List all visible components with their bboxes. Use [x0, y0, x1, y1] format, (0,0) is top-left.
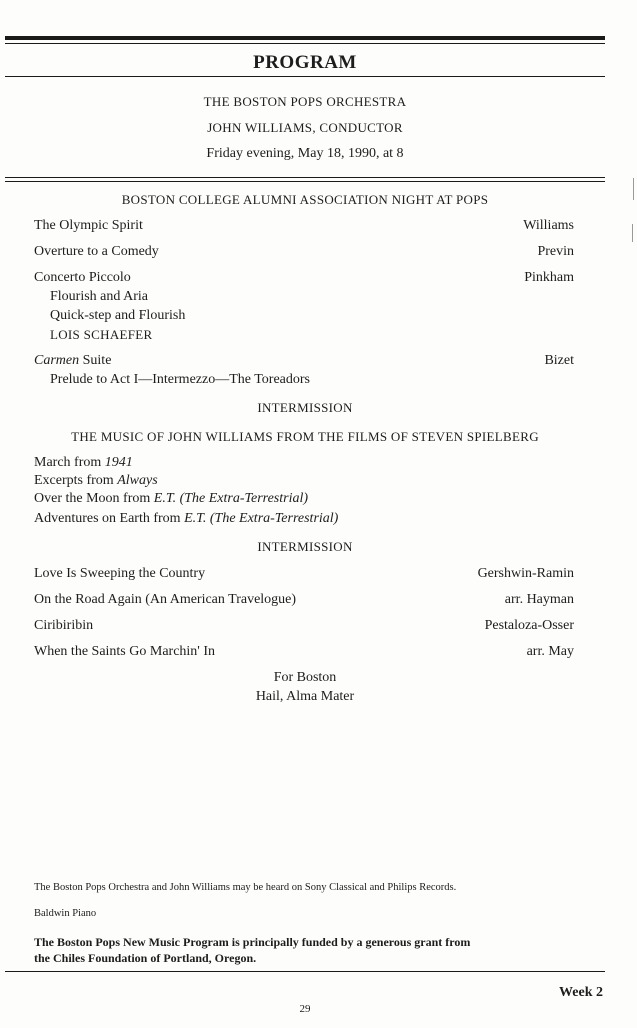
list-item-italic: E.T. (The Extra-Terrestrial) — [184, 511, 339, 526]
list-item-text: March from — [34, 455, 105, 470]
piece-composer: Pestaloza-Osser — [484, 618, 574, 633]
conductor-name: JOHN WILLIAMS, CONDUCTOR — [207, 120, 403, 135]
section-rule-2 — [5, 181, 605, 182]
piece-composer: Gershwin-Ramin — [477, 566, 574, 581]
piece-composer: Bizet — [544, 353, 574, 368]
list-item-italic: Always — [117, 473, 158, 488]
list-item-text: Excerpts from — [34, 473, 118, 488]
orchestra-name: THE BOSTON POPS ORCHESTRA — [203, 94, 407, 109]
section-rule-1 — [5, 177, 605, 178]
piece-title-rest: Suite — [79, 353, 112, 368]
list-item-text: Adventures on Earth from — [34, 511, 185, 526]
piece-title: Ciribiribin — [34, 618, 94, 633]
piece-movement: Flourish and Aria — [50, 289, 148, 304]
list-item-italic: E.T. (The Extra-Terrestrial) — [153, 491, 309, 506]
page-title: PROGRAM — [253, 52, 357, 73]
list-item — [34, 473, 158, 489]
encore-title: For Boston — [273, 670, 337, 685]
piece-composer: arr. May — [526, 644, 574, 659]
list-item-text: Over the Moon from — [34, 491, 154, 506]
intermission-label: INTERMISSION — [257, 400, 353, 415]
piece-movement: Prelude to Act I—Intermezzo—The Toreadors — [50, 372, 311, 387]
piece-composer: Pinkham — [524, 270, 574, 285]
piece-title: Love Is Sweeping the Country — [34, 566, 206, 581]
piece-composer: Previn — [537, 244, 574, 259]
list-item — [34, 491, 308, 507]
top-rule-thin — [5, 43, 605, 44]
piece-title: When the Saints Go Marchin' In — [34, 644, 215, 659]
title-underline — [5, 76, 605, 77]
piece-title: The Olympic Spirit — [34, 218, 143, 233]
piece-title: On the Road Again (An American Travelogue) — [34, 592, 297, 607]
page-number: 29 — [299, 1003, 311, 1015]
intermission-label: INTERMISSION — [257, 539, 353, 554]
encore-title: Hail, Alma Mater — [255, 689, 355, 704]
funding-note-line1: The Boston Pops New Music Program is principally funded by a generous grant from — [34, 935, 471, 949]
footer-rule — [5, 971, 605, 972]
piece-title: Concerto Piccolo — [34, 270, 131, 285]
piece-composer: arr. Hayman — [504, 592, 574, 607]
funding-note-line2: the Chiles Foundation of Portland, Oregon. — [34, 951, 257, 965]
list-item — [34, 455, 133, 471]
top-rule-thick — [5, 36, 605, 40]
section1-heading: BOSTON COLLEGE ALUMNI ASSOCIATION NIGHT AT POPS — [121, 192, 489, 207]
scan-mark — [632, 224, 633, 242]
soloist-name: LOIS SCHAEFER — [50, 327, 153, 342]
piece-title-italic: Carmen — [34, 353, 80, 368]
section2-heading: THE MUSIC OF JOHN WILLIAMS FROM THE FILMS OF STEVEN SPIELBERG — [71, 429, 539, 444]
list-item-italic: 1941 — [104, 455, 133, 470]
concert-date: Friday evening, May 18, 1990, at 8 — [206, 146, 404, 161]
week-label: Week 2 — [559, 985, 603, 1000]
scan-mark — [633, 178, 634, 200]
piano-note: Baldwin Piano — [34, 908, 97, 919]
piece-composer: Williams — [523, 218, 574, 233]
list-item — [34, 511, 338, 527]
piece-movement: Quick-step and Flourish — [50, 308, 186, 323]
piece-title — [34, 353, 111, 369]
piece-title: Overture to a Comedy — [34, 244, 159, 259]
recordings-note: The Boston Pops Orchestra and John Williams may be heard on Sony Classical and Philips Records. — [34, 882, 457, 893]
